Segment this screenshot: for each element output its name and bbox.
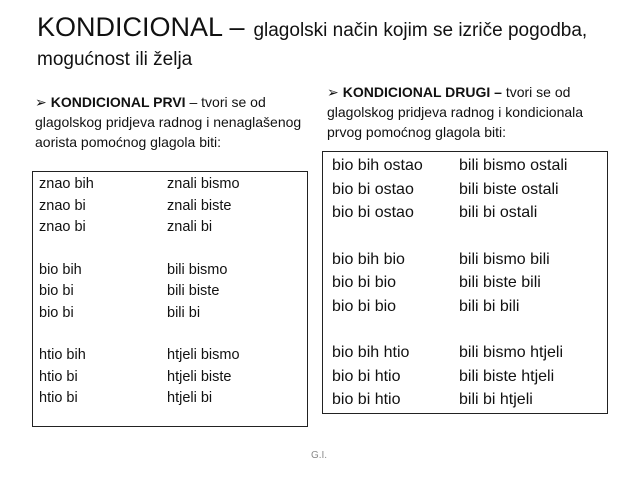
conjugation-row bbox=[39, 217, 307, 239]
kondicional-drugi-description: tvori se od glagolskog pridjeva radnog i kondicionala prvog pomoćnog glagola biti: bbox=[327, 84, 584, 140]
conjugation-row bbox=[332, 248, 607, 272]
singular-form: bio bi bio bbox=[332, 297, 397, 315]
conjugation-row bbox=[39, 174, 307, 196]
conjugation-row bbox=[39, 196, 307, 218]
conjugation-row bbox=[39, 367, 307, 389]
plural-form: bili biste bbox=[167, 283, 220, 299]
footer-initials: G.I. bbox=[310, 450, 328, 461]
conjugation-row bbox=[332, 201, 607, 225]
conjugation-group bbox=[39, 174, 307, 239]
singular-form: htio bi bbox=[39, 368, 78, 385]
singular-form: bio bih bbox=[39, 261, 82, 278]
conjugation-group bbox=[332, 248, 607, 319]
plural-form: htjeli biste bbox=[167, 368, 232, 385]
kondicional-prvi-table bbox=[32, 171, 308, 427]
plural-form: bili bi htjeli bbox=[459, 391, 533, 408]
conjugation-row bbox=[39, 260, 307, 282]
singular-form: znao bi bbox=[39, 197, 86, 214]
singular-form: bio bih htio bbox=[332, 344, 410, 361]
plural-form: znali biste bbox=[167, 197, 232, 214]
conjugation-group bbox=[39, 345, 307, 410]
plural-form: bili bismo ostali bbox=[459, 157, 568, 174]
plural-form: znali bi bbox=[167, 219, 213, 235]
conjugation-group bbox=[39, 260, 307, 325]
kondicional-drugi-heading bbox=[327, 82, 617, 142]
title-line2: mogućnost ili želja bbox=[37, 49, 193, 70]
singular-form: znao bi bbox=[39, 219, 86, 235]
conjugation-row bbox=[332, 365, 607, 389]
plural-form: bili bi bili bbox=[459, 297, 520, 315]
arrow-bullet-icon: ➢ bbox=[35, 94, 47, 110]
plural-form: bili bi bbox=[167, 304, 201, 321]
conjugation-row bbox=[332, 178, 607, 202]
plural-form: htjeli bismo bbox=[167, 347, 240, 363]
kondicional-prvi-description: – tvori se od glagolskog pridjeva radnog i nenaglašenog aorista pomoćnog glagola biti: bbox=[35, 94, 302, 150]
singular-form: bio bi bio bbox=[332, 274, 397, 291]
kondicional-drugi-title: KONDICIONAL DRUGI – bbox=[342, 84, 502, 100]
title-rest: glagolski način kojim se izriče pogodba, bbox=[253, 20, 588, 41]
plural-form: znali bismo bbox=[167, 176, 240, 192]
singular-form: htio bi bbox=[39, 390, 78, 406]
plural-form: htjeli bi bbox=[167, 390, 213, 406]
plural-form: bili biste ostali bbox=[459, 180, 559, 198]
plural-form: bili biste bili bbox=[459, 274, 541, 291]
singular-form: bio bi bbox=[39, 283, 74, 299]
singular-form: bio bi ostao bbox=[332, 180, 414, 198]
kondicional-prvi-heading bbox=[35, 92, 315, 152]
singular-form: bio bi bbox=[39, 304, 74, 321]
conjugation-row bbox=[39, 281, 307, 303]
page-title bbox=[37, 9, 627, 73]
conjugation-row bbox=[332, 271, 607, 295]
conjugation-row bbox=[332, 295, 607, 319]
conjugation-row bbox=[332, 341, 607, 365]
conjugation-row bbox=[39, 303, 307, 325]
singular-form: bio bi htio bbox=[332, 391, 401, 408]
arrow-bullet-icon: ➢ bbox=[327, 84, 339, 100]
conjugation-row bbox=[39, 388, 307, 410]
kondicional-drugi-table bbox=[322, 151, 608, 414]
kondicional-prvi-title: KONDICIONAL PRVI bbox=[50, 94, 186, 110]
plural-form: bili biste htjeli bbox=[459, 367, 555, 385]
plural-form: bili bismo bbox=[167, 261, 228, 278]
title-main: KONDICIONAL – bbox=[37, 12, 245, 42]
conjugation-group bbox=[332, 341, 607, 412]
conjugation-row bbox=[332, 388, 607, 412]
singular-form: htio bih bbox=[39, 347, 86, 363]
conjugation-group bbox=[332, 154, 607, 225]
conjugation-row bbox=[39, 345, 307, 367]
singular-form: bio bi htio bbox=[332, 367, 401, 385]
singular-form: znao bih bbox=[39, 176, 94, 192]
singular-form: bio bih bio bbox=[332, 250, 405, 268]
plural-form: bili bismo bili bbox=[459, 250, 550, 268]
plural-form: bili bismo htjeli bbox=[459, 344, 564, 361]
singular-form: bio bih ostao bbox=[332, 157, 423, 174]
plural-form: bili bi ostali bbox=[459, 204, 538, 221]
conjugation-row bbox=[332, 154, 607, 178]
singular-form: bio bi ostao bbox=[332, 204, 414, 221]
